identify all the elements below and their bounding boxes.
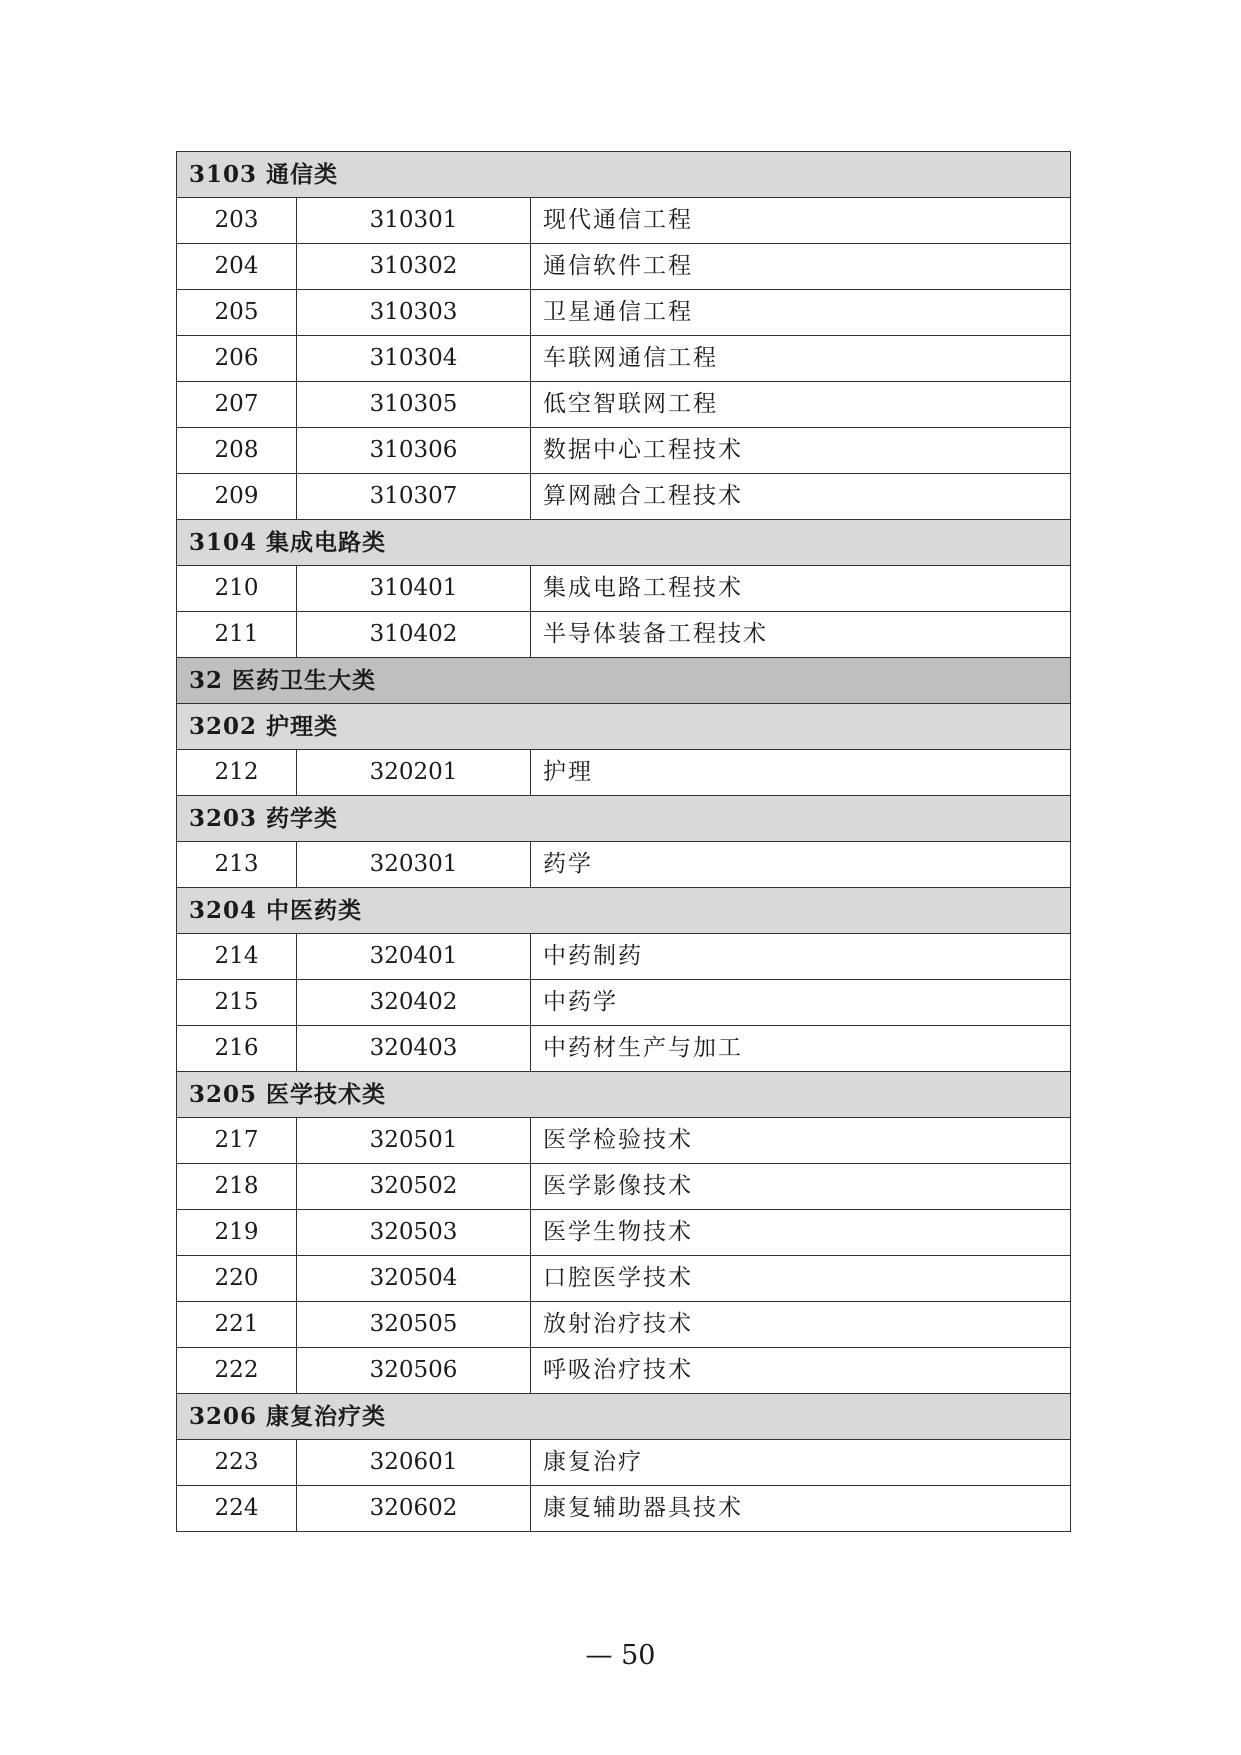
row-major-name: 放射治疗技术 (531, 1302, 1071, 1348)
table-row (177, 612, 1071, 658)
row-seq-number: 220 (177, 1256, 297, 1302)
row-seq-number: 224 (177, 1486, 297, 1532)
table-row (177, 290, 1071, 336)
row-major-code: 320201 (297, 750, 531, 796)
category-row (177, 704, 1071, 750)
major-category-label: 32 医药卫生大类 (177, 658, 1071, 704)
row-major-name: 药学 (531, 842, 1071, 888)
row-major-name: 数据中心工程技术 (531, 428, 1071, 474)
row-seq-number: 223 (177, 1440, 297, 1486)
row-seq-number: 215 (177, 980, 297, 1026)
row-major-name: 康复辅助器具技术 (531, 1486, 1071, 1532)
table-row (177, 1118, 1071, 1164)
row-major-code: 320402 (297, 980, 531, 1026)
row-seq-number: 210 (177, 566, 297, 612)
row-seq-number: 218 (177, 1164, 297, 1210)
row-major-code: 320403 (297, 1026, 531, 1072)
table-row (177, 980, 1071, 1026)
row-seq-number: 205 (177, 290, 297, 336)
table-row (177, 198, 1071, 244)
row-seq-number: 221 (177, 1302, 297, 1348)
table-row (177, 1210, 1071, 1256)
row-seq-number: 222 (177, 1348, 297, 1394)
row-seq-number: 206 (177, 336, 297, 382)
row-major-name: 低空智联网工程 (531, 382, 1071, 428)
row-major-code: 310301 (297, 198, 531, 244)
row-major-name: 车联网通信工程 (531, 336, 1071, 382)
row-major-name: 通信软件工程 (531, 244, 1071, 290)
category-label: 3205 医学技术类 (177, 1072, 1071, 1118)
page-number: — 50 (585, 1640, 656, 1671)
row-major-code: 320601 (297, 1440, 531, 1486)
table-row (177, 428, 1071, 474)
row-seq-number: 212 (177, 750, 297, 796)
category-label: 3204 中医药类 (177, 888, 1071, 934)
row-major-code: 320602 (297, 1486, 531, 1532)
table-row (177, 1302, 1071, 1348)
category-label: 3203 药学类 (177, 796, 1071, 842)
category-row (177, 1394, 1071, 1440)
category-label: 3103 通信类 (177, 152, 1071, 198)
row-major-name: 中药学 (531, 980, 1071, 1026)
row-major-code: 310304 (297, 336, 531, 382)
row-seq-number: 217 (177, 1118, 297, 1164)
row-major-name: 医学生物技术 (531, 1210, 1071, 1256)
category-row (177, 1072, 1071, 1118)
row-major-name: 中药材生产与加工 (531, 1026, 1071, 1072)
row-major-code: 310402 (297, 612, 531, 658)
category-label: 3206 康复治疗类 (177, 1394, 1071, 1440)
row-seq-number: 204 (177, 244, 297, 290)
table-row (177, 934, 1071, 980)
row-major-code: 310303 (297, 290, 531, 336)
row-major-code: 320301 (297, 842, 531, 888)
row-major-name: 集成电路工程技术 (531, 566, 1071, 612)
category-row (177, 520, 1071, 566)
major-category-row (177, 658, 1071, 704)
table-row (177, 336, 1071, 382)
row-seq-number: 203 (177, 198, 297, 244)
row-major-name: 卫星通信工程 (531, 290, 1071, 336)
row-major-name: 康复治疗 (531, 1440, 1071, 1486)
table-row (177, 1026, 1071, 1072)
table-row (177, 750, 1071, 796)
row-major-name: 中药制药 (531, 934, 1071, 980)
table-row (177, 382, 1071, 428)
category-row (177, 796, 1071, 842)
row-seq-number: 214 (177, 934, 297, 980)
table-row (177, 1348, 1071, 1394)
row-seq-number: 209 (177, 474, 297, 520)
row-major-name: 口腔医学技术 (531, 1256, 1071, 1302)
row-major-name: 呼吸治疗技术 (531, 1348, 1071, 1394)
category-label: 3202 护理类 (177, 704, 1071, 750)
row-major-code: 320505 (297, 1302, 531, 1348)
row-major-name: 现代通信工程 (531, 198, 1071, 244)
table-row (177, 1256, 1071, 1302)
table-row (177, 566, 1071, 612)
category-row (177, 152, 1071, 198)
table-row (177, 1164, 1071, 1210)
category-label: 3104 集成电路类 (177, 520, 1071, 566)
row-major-name: 半导体装备工程技术 (531, 612, 1071, 658)
row-seq-number: 219 (177, 1210, 297, 1256)
row-major-code: 310302 (297, 244, 531, 290)
row-seq-number: 213 (177, 842, 297, 888)
table-row (177, 842, 1071, 888)
row-seq-number: 216 (177, 1026, 297, 1072)
major-catalog-table (176, 151, 1071, 1532)
row-major-code: 310306 (297, 428, 531, 474)
table-row (177, 1486, 1071, 1532)
row-major-name: 算网融合工程技术 (531, 474, 1071, 520)
row-major-name: 护理 (531, 750, 1071, 796)
row-seq-number: 208 (177, 428, 297, 474)
row-major-code: 320401 (297, 934, 531, 980)
row-major-code: 310305 (297, 382, 531, 428)
row-major-code: 320506 (297, 1348, 531, 1394)
row-major-name: 医学检验技术 (531, 1118, 1071, 1164)
row-major-code: 310307 (297, 474, 531, 520)
table-row (177, 474, 1071, 520)
row-major-code: 310401 (297, 566, 531, 612)
table-row (177, 1440, 1071, 1486)
table-row (177, 244, 1071, 290)
row-major-code: 320501 (297, 1118, 531, 1164)
row-major-code: 320504 (297, 1256, 531, 1302)
row-seq-number: 207 (177, 382, 297, 428)
row-major-code: 320502 (297, 1164, 531, 1210)
table-body (177, 152, 1071, 1532)
row-seq-number: 211 (177, 612, 297, 658)
category-row (177, 888, 1071, 934)
row-major-code: 320503 (297, 1210, 531, 1256)
row-major-name: 医学影像技术 (531, 1164, 1071, 1210)
